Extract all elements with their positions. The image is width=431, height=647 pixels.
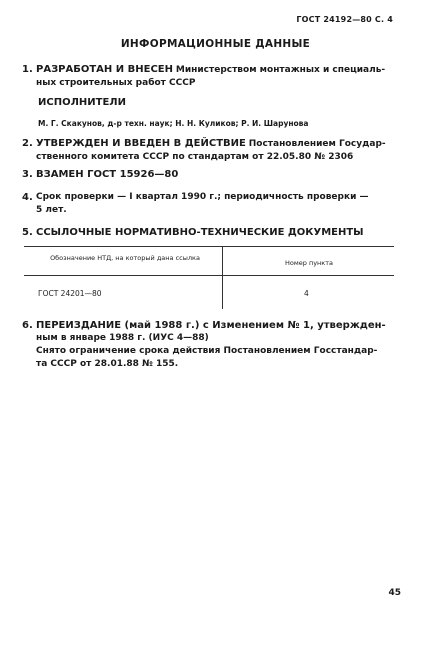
executors-list: М. Г. Скакунов, д-р техн. наук; Н. Н. Куликов; Р. И. Шарунова [38, 119, 309, 128]
item-replaces [22, 168, 394, 182]
item-number: 3. [22, 169, 33, 180]
item-review-period [22, 191, 394, 217]
item-text-cont: ственного комитета СССР по стандартам от 22.05.80 № 2306 [36, 152, 354, 162]
item-reference-docs [22, 226, 394, 240]
page-title: ИНФОРМАЦИОННЫЕ ДАННЫЕ [120, 38, 311, 50]
item-text-cont: Снято ограничение срока действия Постановлением Госстандар- [36, 346, 378, 356]
executors-label: ИСПОЛНИТЕЛИ [38, 97, 126, 108]
page-number: 45 [388, 588, 401, 598]
item-text: Постановлением Государ- [248, 139, 386, 149]
item-number: 4. [22, 192, 33, 203]
item-number: 6. [22, 320, 33, 331]
item-developed-by [22, 63, 394, 90]
item-text-cont: та СССР от 28.01.88 № 155. [36, 359, 179, 369]
item-text-cont: ных строительных работ СССР [36, 78, 196, 88]
item-number: 1. [22, 64, 33, 75]
item-number: 5. [22, 227, 33, 238]
item-lead: УТВЕРЖДЕН И ВВЕДЕН В ДЕЙСТВИЕ [36, 138, 246, 149]
standard-code-header: ГОСТ 24192—80 С. 4 [296, 15, 393, 24]
item-text: ПЕРЕИЗДАНИЕ (май 1988 г.) с Изменением № 1, утвержден- [36, 320, 386, 331]
item-text: ССЫЛОЧНЫЕ НОРМАТИВНО-ТЕХНИЧЕСКИЕ ДОКУМЕНТЫ [36, 227, 364, 238]
table-header-clause: Номер пункта [284, 259, 333, 267]
item-lead: РАЗРАБОТАН И ВНЕСЕН [36, 64, 173, 75]
table-divider [222, 246, 223, 275]
item-number: 2. [22, 138, 33, 149]
table-cell-doc: ГОСТ 24201—80 [38, 289, 102, 298]
table-header-doc: Обозначение НТД, на который дана ссылка [50, 254, 200, 262]
item-text: Срок проверки — I квартал 1990 г.; периодичность проверки — [36, 192, 369, 202]
item-text-cont: 5 лет. [36, 205, 67, 215]
table-top-rule [24, 246, 394, 247]
item-reissue [22, 319, 394, 371]
item-text: ВЗАМЕН ГОСТ 15926—80 [36, 169, 179, 180]
table-divider [222, 275, 223, 309]
table-header-rule [24, 275, 394, 276]
item-approved [22, 137, 394, 164]
item-text: Министерством монтажных и специаль- [175, 65, 386, 75]
table-cell-clause: 4 [304, 289, 309, 298]
item-text-cont: ным в январе 1988 г. (ИУС 4—88) [36, 333, 209, 343]
